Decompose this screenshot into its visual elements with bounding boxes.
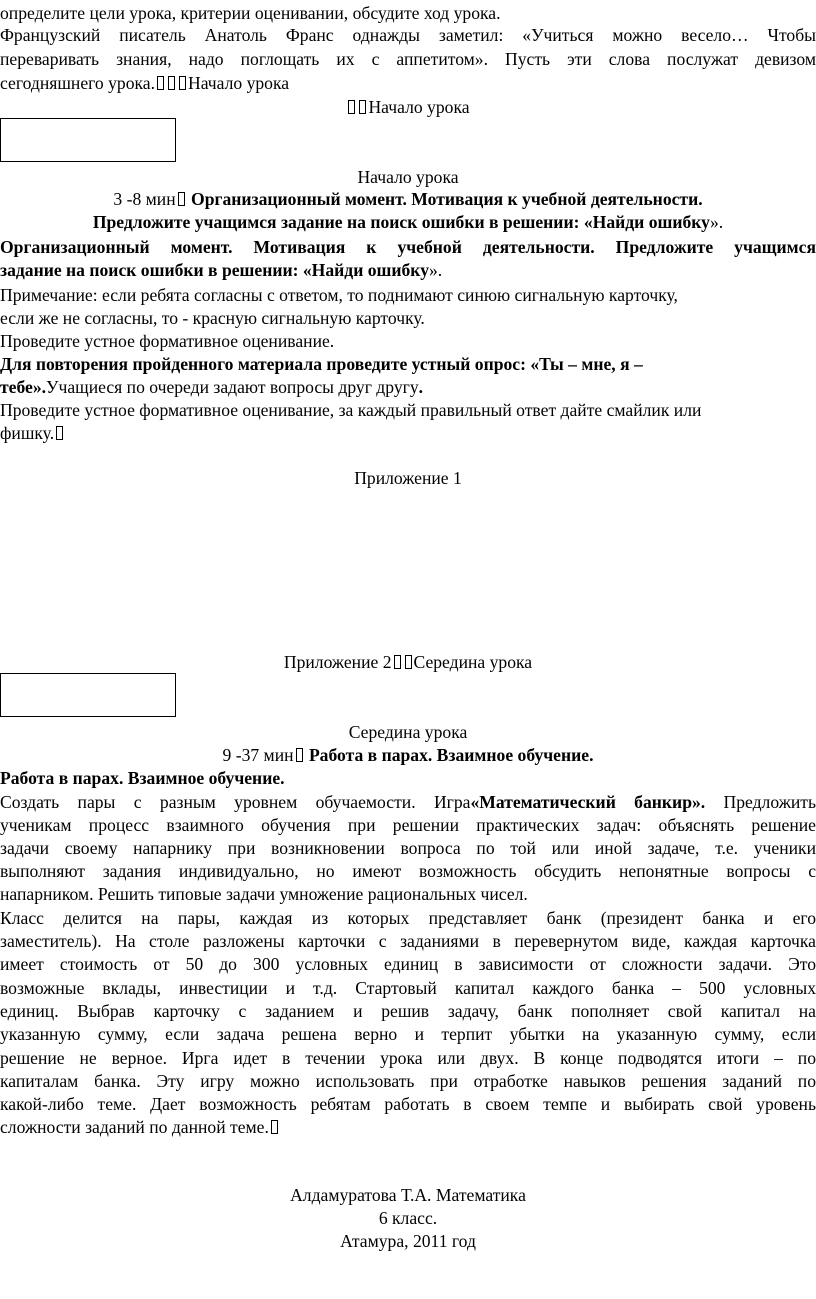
text: какой-либо теме. Дает возможность ребятам работать в своем темпе и выбирать свой уровень [0,1094,816,1114]
text-line [0,72,816,94]
text: Учащиеся по очереди задают вопросы друг другу [46,377,419,397]
text: Алдамуратова Т.А. Математика [290,1185,526,1205]
text: фишку. [0,423,55,443]
text-line [0,1230,816,1252]
text: единиц. Выбрав карточку с заданием и решив задачу, банк пополняет свой капитал на [0,1001,816,1021]
text: «Математический банкир». [470,792,706,812]
text-line [0,48,816,70]
text: Примечание: если ребята согласны с ответом, то поднимают синюю сигнальную карточку, [0,285,678,305]
text-line [0,211,816,233]
text: Организационный момент. Мотивация к учебной деятельности. [191,189,703,209]
text-line [0,1207,816,1229]
text-line [0,953,816,975]
text-line [0,767,816,789]
text: Класс делится на пары, каждая из которых представляет банк (президент банка и его [0,908,816,928]
text: Создать пары с разным уровнем обучаемости. Игра [0,792,471,812]
text-line [0,166,816,188]
missing-glyph-icon [359,100,366,114]
text-line [0,188,816,210]
text: Организационный момент. Мотивация к учебной деятельности. Предложите учащимся [0,237,816,257]
text: Начало урока [187,73,290,93]
text-line [0,96,816,118]
text-line [0,2,816,24]
text-line [0,1070,816,1092]
missing-glyph-icon [179,76,186,90]
text: ». [429,260,443,280]
text: Приложение 1 [354,468,462,488]
text: Проведите устное формативное оценивание, за каждый правильный ответ дайте смайлик или [0,400,702,420]
missing-glyph-icon [271,1120,278,1134]
missing-glyph-icon [178,192,185,206]
text-line [0,860,816,882]
missing-glyph-icon [168,76,175,90]
missing-glyph-icon [348,100,355,114]
text: задание на поиск ошибки в решении: «Найди ошибку [0,260,429,280]
text: задачи своему напарнику при возникновении вопроса по той или иной задаче, т.е. ученики [0,838,816,858]
text-line [0,1116,816,1138]
text: решение не верное. Ирга идет в течении урока или двух. В конце подводятся итоги – по [0,1048,816,1068]
missing-glyph-icon [157,76,164,90]
text-line [0,977,816,999]
text: Начало урока [368,97,470,117]
text-line [0,1184,816,1206]
text: ученикам процесс взаимного обучения при решении практических задач: объяснять решение [0,815,816,835]
text-line [0,837,816,859]
text: переваривать знания, надо поглощать их с аппетитом». Пусть эти слова послужат девизом [0,49,816,69]
text: имеет стоимость от 50 до 300 условных единиц в зависимости от сложности задачи. Это [0,954,816,974]
empty-frame [0,118,176,162]
text: капиталам банка. Эту игру можно использовать при отработке навыков решения заданий по [0,1071,816,1091]
text: . [418,377,424,397]
text: Проведите устное формативное оценивание. [0,331,335,351]
text-line [0,307,816,329]
text-line [0,883,816,905]
text-line [0,284,816,306]
text: Середина урока [348,722,468,742]
text: сложности заданий по данной теме. [0,1117,269,1137]
text-line [0,353,816,375]
text: возможные вклады, инвестиции и т.д. Стартовый капитал каждого банка – 500 условных [0,978,816,998]
text-line [0,259,816,281]
text: 9 -37 мин [222,745,294,765]
text-line [0,721,816,743]
text: Атамура, 2011 год [340,1231,476,1251]
missing-glyph-icon [56,426,63,440]
text: Приложение 2 [283,652,392,672]
text: сегодняшнего урока. [0,73,155,93]
text: 6 класс. [378,1208,438,1228]
text: тебе». [0,377,47,397]
text-line [0,1093,816,1115]
text-line [0,907,816,929]
text: заместитель). На столе разложены карточки с заданиями в перевернутом виде, каждая карточка [0,931,816,951]
text-line [0,24,816,46]
text-line [0,744,816,766]
text: Работа в парах. Взаимное обучение. [308,745,594,765]
text: Предложите учащимся задание на поиск ошибки в решении: «Найди ошибку [92,212,710,232]
text: ». [709,212,724,232]
text-line [0,930,816,952]
missing-glyph-icon [405,655,412,669]
text-line [0,1047,816,1069]
text: если же не согласны, то - красную сигнальную карточку. [0,308,425,328]
text-line [0,791,816,813]
text-line [0,467,816,489]
text: Для повторения пройденного материала проведите устный опрос: «Ты – мне, я – [0,354,643,374]
text: Середина урока [413,652,533,672]
text-line [0,236,816,258]
text-line [0,1000,816,1022]
text-line [0,1023,816,1045]
text-line [0,814,816,836]
text: определите цели урока, критерии оценивании, обсудите ход урока. [0,3,501,23]
text: напарником. Решить типовые задачи умножение рациональных чисел. [0,884,528,904]
text-line [0,651,816,673]
text: указанную сумму, если задача решена верно и терпит убытки на указанную сумму, если [0,1024,816,1044]
text-line [0,376,816,398]
text-line [0,422,816,444]
text: Предложить [705,792,816,812]
text: 3 -8 мин [113,189,176,209]
text: выполняют задания индивидуально, но имеют возможность обсудить непонятные вопросы с [0,861,816,881]
text: Начало урока [357,167,459,187]
empty-frame [0,673,176,717]
missing-glyph-icon [296,748,303,762]
text: Французский писатель Анатоль Франс однажды заметил: «Учиться можно весело… Чтобы [0,25,816,45]
text-line [0,330,816,352]
missing-glyph-icon [394,655,401,669]
text: Работа в парах. Взаимное обучение. [0,768,285,788]
text-line [0,399,816,421]
